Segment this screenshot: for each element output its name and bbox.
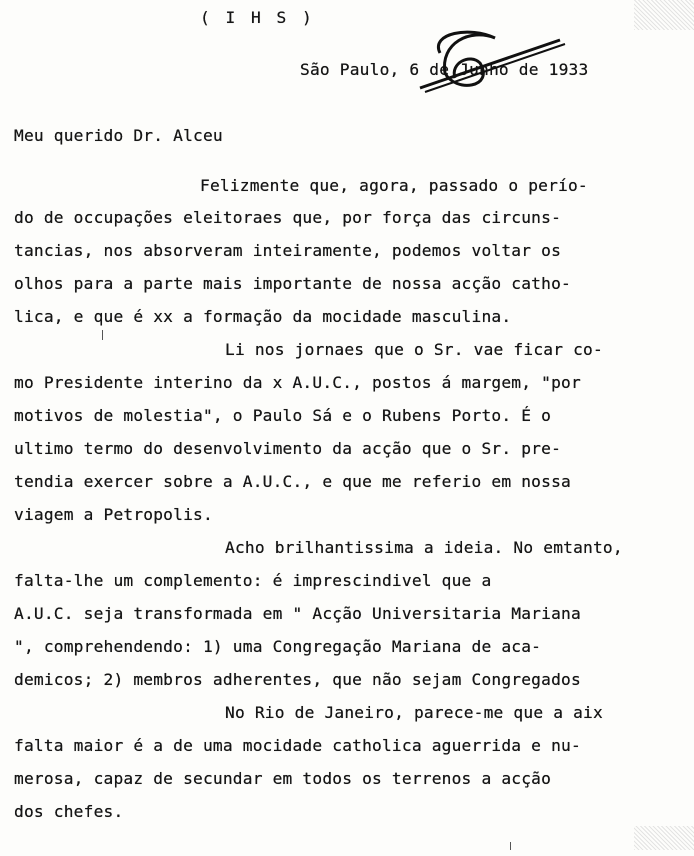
letter-line: motivos de molestia", o Paulo Sá e o Rubens Porto. É o	[14, 406, 552, 425]
letter-line: viagem a Petropolis.	[14, 505, 213, 524]
letter-line: ", comprehendendo: 1) uma Congregação Mariana de aca-	[14, 637, 542, 656]
letter-line: tancias, nos absorveram inteiramente, podemos voltar os	[14, 241, 562, 260]
scan-noise-bottom	[634, 826, 694, 850]
letter-line: tendia exercer sobre a A.U.C., e que me referio em nossa	[14, 472, 571, 491]
letter-line: demicos; 2) membros adherentes, que não sejam Congregados	[14, 670, 581, 689]
letter-salutation: Meu querido Dr. Alceu	[14, 126, 223, 145]
letter-line: Felizmente que, agora, passado o perío-	[200, 176, 588, 195]
letter-header: ( I H S )	[200, 8, 315, 27]
letter-line: do de occupações eleitoraes que, por força das circuns-	[14, 208, 562, 227]
handwritten-scribble	[400, 18, 580, 108]
letter-line: Acho brilhantissima a ideia. No emtanto,	[225, 538, 623, 557]
letter-line: lica, e que é xx a formação da mocidade masculina.	[14, 307, 512, 326]
letter-line: No Rio de Janeiro, parece-me que a aix	[225, 703, 603, 722]
letter-line: merosa, capaz de secundar em todos os terrenos a acção	[14, 769, 552, 788]
letter-date: São Paulo, 6 de Junho de 1933	[300, 60, 589, 79]
scan-noise-top	[634, 0, 694, 30]
letter-line: falta maior é a de uma mocidade catholica aguerrida e nu-	[14, 736, 581, 755]
pen-mark	[102, 330, 103, 340]
letter-line: mo Presidente interino da x A.U.C., postos á margem, "por	[14, 373, 581, 392]
letter-line: dos chefes.	[14, 802, 124, 821]
letter-line: falta-lhe um complemento: é imprescindivel que a	[14, 571, 492, 590]
letter-line: Li nos jornaes que o Sr. vae ficar co-	[225, 340, 603, 359]
letter-line: olhos para a parte mais importante de nossa acção catho-	[14, 274, 571, 293]
pen-mark	[510, 842, 511, 850]
letter-line: A.U.C. seja transformada em " Acção Universitaria Mariana	[14, 604, 581, 623]
letter-line: ultimo termo do desenvolvimento da acção que o Sr. pre-	[14, 439, 562, 458]
